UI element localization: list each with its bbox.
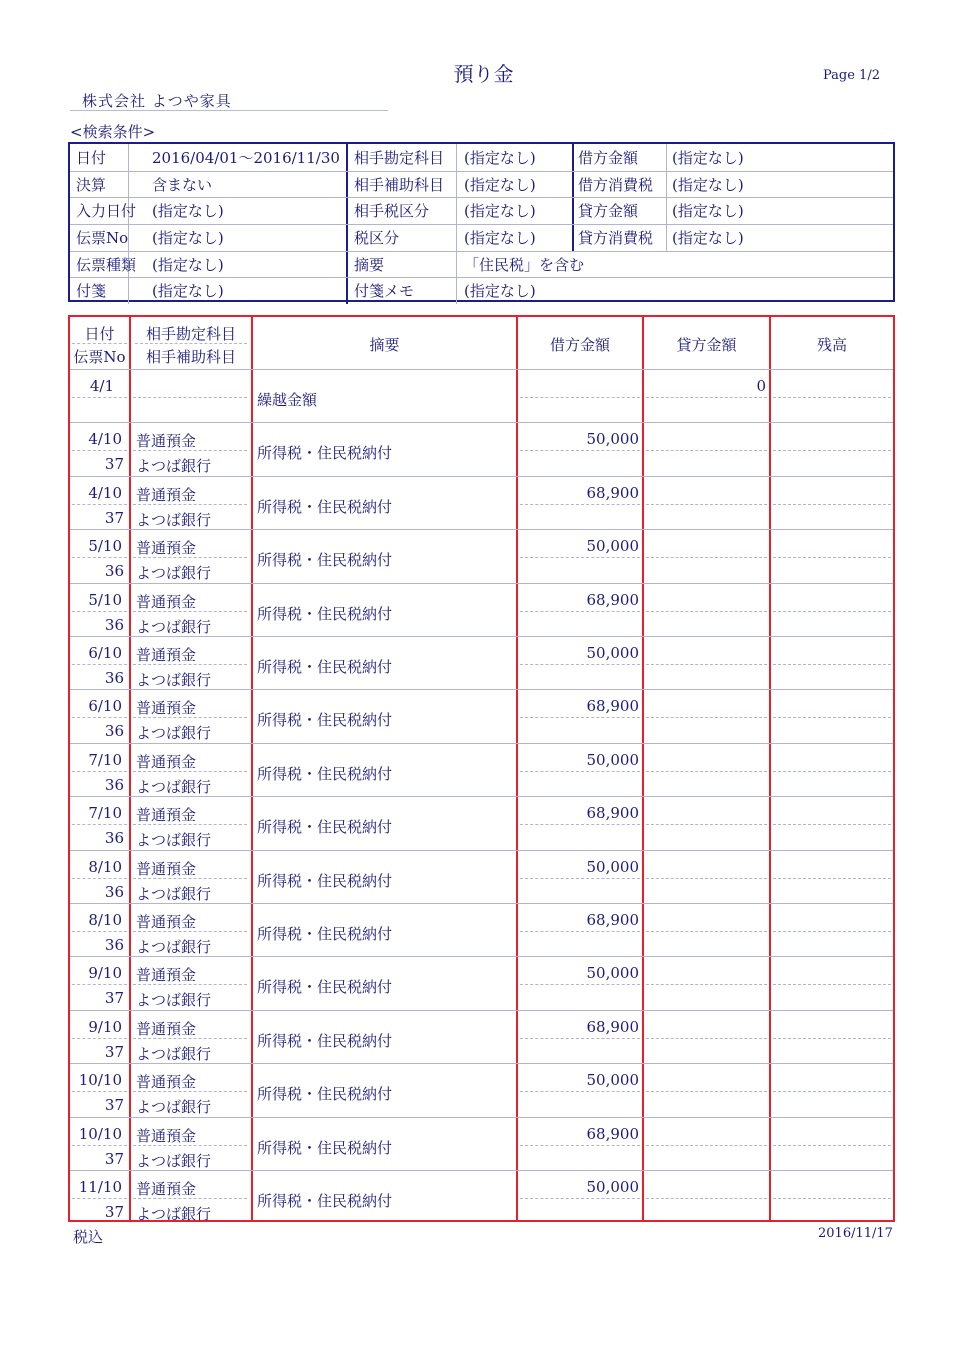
row-dashed-divider (72, 1091, 127, 1092)
condition-value: (指定なし) (464, 282, 536, 301)
entry-counter-account: 普通預金 (136, 913, 197, 931)
row-dashed-divider (646, 1038, 767, 1039)
header-dashed-divider (72, 343, 127, 344)
entry-date: 5/10 (88, 590, 122, 609)
entry-debit: 68,900 (586, 483, 639, 502)
row-bottom-line (70, 1170, 893, 1171)
condition-value: (指定なし) (672, 149, 744, 167)
entry-debit: 68,900 (586, 697, 639, 716)
condition-label: 相手税区分 (354, 202, 430, 221)
condition-value: (指定なし) (464, 202, 536, 221)
entry-counter-sub-account: よつば銀行 (136, 884, 212, 903)
entry-counter-account: 普通預金 (136, 646, 197, 664)
row-dashed-divider (520, 504, 640, 505)
row-dashed-divider (520, 717, 640, 718)
condition-value: (指定なし) (464, 229, 536, 247)
row-dashed-divider (520, 984, 640, 985)
entry-summary: 所得税・住民税納付 (257, 871, 393, 890)
condition-label: 摘要 (354, 255, 385, 274)
page-number: Page 1/2 (823, 68, 880, 83)
row-bottom-line (70, 583, 893, 584)
condition-value: (指定なし) (152, 282, 224, 301)
entry-counter-sub-account: よつば銀行 (136, 564, 212, 583)
entry-summary: 所得税・住民税納付 (257, 604, 393, 623)
entry-debit: 50,000 (586, 1178, 639, 1196)
row-dashed-divider (72, 984, 127, 985)
entry-slip-no: 36 (104, 936, 124, 954)
row-dashed-divider (520, 1198, 640, 1199)
row-dashed-divider (72, 557, 127, 558)
row-bottom-line (70, 422, 893, 423)
entry-slip-no: 36 (104, 882, 124, 901)
entry-date: 8/10 (88, 857, 122, 876)
entry-debit: 50,000 (586, 857, 639, 876)
header-credit: 貸方金額 (676, 336, 737, 354)
row-dashed-divider (773, 397, 891, 398)
condition-label: 入力日付 (76, 202, 137, 221)
entry-counter-sub-account: よつば銀行 (136, 1151, 212, 1170)
row-dashed-divider (773, 557, 891, 558)
row-dashed-divider (520, 450, 640, 451)
row-dashed-divider (646, 771, 767, 772)
row-bottom-line (70, 1063, 893, 1064)
row-dashed-divider (520, 664, 640, 665)
tax-note: 税込 (73, 1228, 104, 1246)
row-dashed-divider (773, 771, 891, 772)
header-dashed-divider (135, 343, 247, 344)
entry-date: 10/10 (78, 1124, 122, 1143)
entry-date: 5/10 (88, 537, 122, 556)
row-dashed-divider (773, 450, 891, 451)
condition-label: 伝票No (76, 229, 129, 247)
entry-slip-no: 37 (104, 1203, 124, 1221)
entry-date: 10/10 (78, 1071, 122, 1090)
condition-label: 日付 (76, 149, 107, 167)
entry-slip-no: 37 (104, 989, 124, 1008)
condition-value: (指定なし) (152, 229, 224, 247)
entry-summary: 所得税・住民税納付 (257, 497, 393, 516)
entry-date: 11/10 (78, 1178, 122, 1196)
print-date: 2016/11/17 (818, 1226, 893, 1241)
row-bottom-line (70, 743, 893, 744)
row-dashed-divider (646, 1091, 767, 1092)
opening-summary: 繰越金額 (257, 391, 318, 409)
row-dashed-divider (72, 664, 127, 665)
row-dashed-divider (520, 931, 640, 932)
condition-label: 貸方金額 (578, 202, 639, 221)
condition-label: 借方消費税 (578, 175, 654, 194)
entry-slip-no: 36 (104, 775, 124, 794)
row-dashed-divider (646, 450, 767, 451)
row-dashed-divider (773, 1145, 891, 1146)
entry-summary: 所得税・住民税納付 (257, 658, 393, 676)
row-dashed-divider (646, 664, 767, 665)
entry-slip-no: 36 (104, 669, 124, 687)
row-dashed-divider (72, 397, 127, 398)
row-dashed-divider (646, 1145, 767, 1146)
condition-label: 付箋メモ (354, 282, 415, 301)
entry-counter-account: 普通預金 (136, 592, 197, 611)
entry-slip-no: 37 (104, 1149, 124, 1168)
entry-summary: 所得税・住民税納付 (257, 1138, 393, 1157)
condition-value: (指定なし) (152, 255, 224, 274)
entry-date: 4/10 (88, 483, 122, 502)
company-name: 株式会社 よつや家具 (82, 92, 232, 110)
ledger-column-divider (129, 317, 131, 1220)
condition-label: 相手補助科目 (354, 175, 445, 194)
row-dashed-divider (520, 1145, 640, 1146)
condition-value: 「住民税」を含む (464, 255, 585, 274)
row-dashed-divider (646, 611, 767, 612)
entry-summary: 所得税・住民税納付 (257, 1031, 393, 1050)
row-dashed-divider (773, 984, 891, 985)
row-dashed-divider (646, 397, 767, 398)
entry-slip-no: 36 (104, 615, 124, 634)
entry-debit: 68,900 (586, 590, 639, 609)
row-dashed-divider (72, 878, 127, 879)
entry-counter-account: 普通預金 (136, 539, 197, 558)
row-dashed-divider (773, 664, 891, 665)
entry-counter-account: 普通預金 (136, 966, 197, 985)
row-dashed-divider (520, 611, 640, 612)
row-dashed-divider (72, 450, 127, 451)
row-bottom-line (70, 529, 893, 530)
condition-label: 伝票種類 (76, 255, 137, 274)
condition-value: (指定なし) (672, 229, 744, 247)
condition-value: 含まない (152, 175, 213, 194)
row-bottom-line (70, 476, 893, 477)
header-debit: 借方金額 (549, 336, 610, 354)
entry-counter-sub-account: よつば銀行 (136, 991, 212, 1010)
row-bottom-line (70, 636, 893, 637)
header-counter-account: 相手勘定科目 (145, 325, 236, 343)
row-dashed-divider (773, 824, 891, 825)
entry-debit: 68,900 (586, 804, 639, 823)
entry-counter-sub-account: よつば銀行 (136, 938, 212, 956)
condition-label: 貸方消費税 (578, 229, 654, 247)
entry-debit: 68,900 (586, 911, 639, 929)
row-dashed-divider (646, 984, 767, 985)
row-dashed-divider (773, 878, 891, 879)
entry-debit: 68,900 (586, 1124, 639, 1143)
ledger-table (68, 315, 895, 1222)
search-conditions-table (68, 142, 895, 302)
row-bottom-line (70, 1117, 893, 1118)
entry-date: 6/10 (88, 644, 122, 662)
entry-slip-no: 37 (104, 508, 124, 527)
condition-value: 2016/04/01～2016/11/30 (152, 149, 340, 167)
condition-label: 借方金額 (578, 149, 639, 167)
condition-value: (指定なし) (672, 202, 744, 221)
row-bottom-line (70, 796, 893, 797)
row-dashed-divider (72, 771, 127, 772)
entry-summary: 所得税・住民税納付 (257, 818, 393, 837)
entry-date: 7/10 (88, 804, 122, 823)
entry-date: 9/10 (88, 964, 122, 983)
header-slip-no: 伝票No (73, 348, 126, 366)
row-dashed-divider (72, 1198, 127, 1199)
entry-debit: 50,000 (586, 964, 639, 983)
row-dashed-divider (72, 1145, 127, 1146)
entry-counter-sub-account: よつば銀行 (136, 1098, 212, 1117)
condition-label: 付箋 (76, 282, 107, 301)
ledger-column-divider (251, 317, 253, 1220)
condition-value: (指定なし) (672, 175, 744, 194)
header-balance: 残高 (816, 336, 847, 354)
row-dashed-divider (773, 931, 891, 932)
entry-summary: 所得税・住民税納付 (257, 711, 393, 730)
entry-counter-sub-account: よつば銀行 (136, 457, 212, 476)
entry-summary: 所得税・住民税納付 (257, 551, 393, 570)
row-bottom-line (70, 1010, 893, 1011)
company-underline (70, 110, 388, 111)
row-dashed-divider (520, 1091, 640, 1092)
row-dashed-divider (646, 717, 767, 718)
entry-debit: 50,000 (586, 537, 639, 556)
entry-date: 8/10 (88, 911, 122, 929)
document-title: 預り金 (453, 62, 514, 86)
entry-counter-account: 普通預金 (136, 1019, 197, 1038)
condition-value: (指定なし) (152, 202, 224, 221)
entry-debit: 50,000 (586, 750, 639, 769)
row-dashed-divider (646, 931, 767, 932)
header-summary: 摘要 (369, 336, 400, 354)
row-dashed-divider (72, 504, 127, 505)
search-conditions-label: <検索条件> (70, 123, 156, 141)
entry-summary: 所得税・住民税納付 (257, 1085, 393, 1104)
entry-counter-sub-account: よつば銀行 (136, 777, 212, 796)
entry-slip-no: 37 (104, 1042, 124, 1061)
row-dashed-divider (520, 771, 640, 772)
row-dashed-divider (773, 1091, 891, 1092)
header-date: 日付 (84, 325, 115, 343)
entry-counter-account: 普通預金 (136, 859, 197, 878)
row-dashed-divider (773, 611, 891, 612)
row-dashed-divider (646, 504, 767, 505)
entry-slip-no: 37 (104, 1096, 124, 1115)
row-dashed-divider (646, 878, 767, 879)
row-dashed-divider (133, 397, 247, 398)
condition-value: (指定なし) (464, 149, 536, 167)
entry-debit: 68,900 (586, 1017, 639, 1036)
row-dashed-divider (520, 824, 640, 825)
row-dashed-divider (646, 1198, 767, 1199)
entry-debit: 50,000 (586, 1071, 639, 1090)
row-dashed-divider (773, 717, 891, 718)
opening-date: 4/1 (89, 377, 114, 395)
ledger-column-divider (642, 317, 644, 1220)
entry-counter-sub-account: よつば銀行 (136, 1044, 212, 1063)
entry-summary: 所得税・住民税納付 (257, 925, 393, 943)
condition-label: 相手勘定科目 (354, 149, 445, 167)
entry-counter-sub-account: よつば銀行 (136, 510, 212, 529)
entry-slip-no: 37 (104, 455, 124, 474)
entry-counter-sub-account: よつば銀行 (136, 724, 212, 743)
entry-counter-account: 普通預金 (136, 1180, 197, 1198)
entry-date: 6/10 (88, 697, 122, 716)
entry-summary: 所得税・住民税納付 (257, 1192, 393, 1210)
entry-summary: 所得税・住民税納付 (257, 978, 393, 997)
entry-counter-account: 普通預金 (136, 1126, 197, 1145)
header-bottom-line (70, 369, 893, 370)
ledger-column-divider (769, 317, 771, 1220)
row-dashed-divider (72, 717, 127, 718)
row-dashed-divider (773, 504, 891, 505)
row-bottom-line (70, 903, 893, 904)
entry-date: 9/10 (88, 1017, 122, 1036)
row-bottom-line (70, 850, 893, 851)
entry-counter-account: 普通預金 (136, 752, 197, 771)
condition-label: 決算 (76, 175, 107, 194)
entry-debit: 50,000 (586, 430, 639, 449)
entry-counter-account: 普通預金 (136, 485, 197, 504)
row-dashed-divider (520, 878, 640, 879)
condition-value: (指定なし) (464, 175, 536, 194)
row-dashed-divider (72, 611, 127, 612)
row-bottom-line (70, 689, 893, 690)
entry-counter-sub-account: よつば銀行 (136, 617, 212, 636)
opening-credit: 0 (756, 377, 766, 395)
entry-counter-sub-account: よつば銀行 (136, 671, 212, 689)
entry-counter-sub-account: よつば銀行 (136, 831, 212, 850)
entry-summary: 所得税・住民税納付 (257, 444, 393, 463)
entry-summary: 所得税・住民税納付 (257, 764, 393, 783)
row-dashed-divider (520, 557, 640, 558)
entry-counter-account: 普通預金 (136, 806, 197, 825)
entry-date: 7/10 (88, 750, 122, 769)
entry-counter-account: 普通預金 (136, 1073, 197, 1092)
condition-label: 税区分 (354, 229, 400, 247)
row-dashed-divider (72, 931, 127, 932)
entry-counter-account: 普通預金 (136, 699, 197, 718)
entry-slip-no: 36 (104, 562, 124, 581)
row-dashed-divider (72, 824, 127, 825)
row-dashed-divider (646, 557, 767, 558)
row-dashed-divider (773, 1038, 891, 1039)
entry-counter-account: 普通預金 (136, 432, 197, 451)
entry-debit: 50,000 (586, 644, 639, 662)
entry-date: 4/10 (88, 430, 122, 449)
entry-slip-no: 36 (104, 722, 124, 741)
row-bottom-line (70, 956, 893, 957)
row-dashed-divider (646, 824, 767, 825)
entry-slip-no: 36 (104, 829, 124, 848)
row-dashed-divider (72, 1038, 127, 1039)
row-dashed-divider (773, 1198, 891, 1199)
header-counter-sub-account: 相手補助科目 (145, 348, 236, 366)
row-dashed-divider (520, 1038, 640, 1039)
row-dashed-divider (520, 397, 640, 398)
entry-counter-sub-account: よつば銀行 (136, 1205, 212, 1223)
